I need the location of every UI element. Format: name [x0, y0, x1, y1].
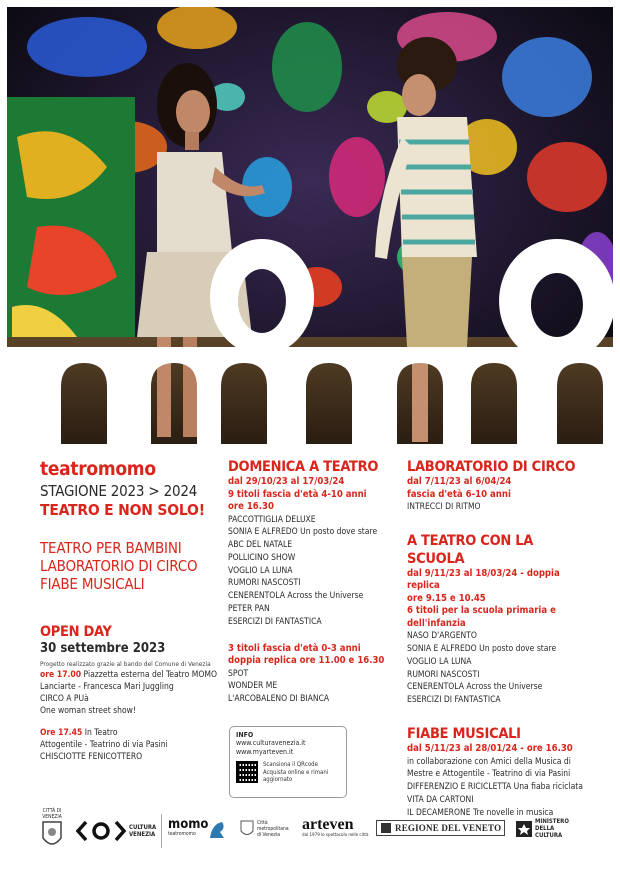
info-url-link[interactable]: www.myarteven.it	[236, 748, 294, 756]
fiabe-line: IL DECAMERONE Tre novelle in musica	[407, 807, 554, 818]
show-item: PACCOTTIGLIA DELUXE	[228, 514, 316, 525]
lion-icon	[208, 820, 226, 840]
category-item: FIABE MUSICALI	[40, 575, 145, 593]
show-item: RUMORI NASCOSTI	[228, 578, 301, 589]
logo-citta-metropolitana: Città metropolitana di Venezia	[240, 820, 293, 838]
qr-caption: Scansiona il QRcode Acquista online e rimani aggiornato	[263, 761, 329, 783]
scuola-info: 6 titoli per la scuola primaria e	[407, 605, 556, 617]
cultura-mark-icon	[76, 820, 126, 842]
ministero-star-icon	[516, 821, 532, 837]
column-intro	[40, 458, 225, 763]
fiabe-section	[407, 725, 587, 819]
show-item: NASO D'ARGENTO	[407, 631, 477, 642]
circo-age: fascia d'età 6-10 anni	[407, 488, 511, 500]
scuola-title: A TEATRO CON LA SCUOLA	[407, 532, 534, 567]
sponsor-logo-row	[38, 808, 588, 852]
fiabe-line: in collaborazione con Amici della Musica di	[407, 756, 571, 767]
domenica-show-list	[228, 514, 398, 629]
logo-cultura-venezia: CULTURA VENEZIA	[76, 820, 157, 842]
open-day-date: 30 settembre 2023	[40, 641, 166, 656]
show-item: PETER PAN	[228, 604, 270, 615]
show-item: RUMORI NASCOSTI	[407, 669, 480, 680]
open-day-location: In Teatro	[84, 728, 118, 738]
logo-teatromomo: momo teatromomo	[168, 817, 209, 837]
hero-photo	[7, 7, 613, 444]
metro-crest-icon	[240, 820, 254, 838]
fiabe-title: FIABE MUSICALI	[407, 726, 521, 743]
venice-crest-icon	[41, 820, 63, 850]
show-item: ESERCIZI DI FANTASTICA	[407, 695, 501, 706]
open-day-line: CHISCIOTTE FENICOTTERO	[40, 752, 143, 762]
show-item: SPOT	[228, 668, 249, 679]
domenica-replica: doppia replica ore 11.00 e 16.30	[228, 655, 385, 667]
open-day-line: Attogentile - Teatrino di via Pasini	[40, 740, 168, 750]
column-right	[407, 458, 587, 820]
show-item: CENERENTOLA Across the Universe	[407, 682, 543, 693]
show-item: ESERCIZI DI FANTASTICA	[228, 616, 322, 627]
show-item: WONDER ME	[228, 681, 278, 692]
scuola-dates: dal 9/11/23 al 18/03/24 - doppia replica	[407, 567, 560, 592]
open-day-line: CIRCO A PUà	[40, 694, 89, 704]
category-item: TEATRO PER BAMBINI	[40, 539, 182, 557]
open-day-line	[40, 669, 225, 681]
open-day-location: Piazzetta esterna del Teatro MOMO	[83, 670, 217, 680]
scuola-show-list	[407, 630, 587, 707]
domenica-time: ore 16.30	[228, 501, 274, 512]
show-item: CENERENTOLA Across the Universe	[228, 591, 364, 602]
logo-ministero-cultura: MINISTERO DELLA CULTURA	[516, 818, 581, 839]
column-domenica	[228, 458, 398, 706]
info-url-link[interactable]: www.culturavenezia.it	[236, 739, 306, 747]
scuola-time: ore 9.15 e 10.45	[407, 592, 486, 604]
domenica-dates: dal 29/10/23 al 17/03/24	[228, 476, 345, 487]
fiabe-line: VITA DA CARTONI	[407, 794, 474, 805]
fiabe-dates: dal 5/11/23 al 28/01/24 - ore 16.30	[407, 743, 573, 755]
show-item: POLLICINO SHOW	[228, 552, 296, 563]
info-label: INFO	[236, 731, 254, 739]
hero-stage-svg	[7, 7, 613, 444]
open-day-note: Progetto realizzato grazie al bando del Comune di Venezia	[40, 660, 211, 668]
domenica-info-small: 3 titoli fascia d'età 0-3 anni	[228, 642, 361, 654]
show-item: INTRECCI DI RITMO	[407, 502, 481, 512]
fiabe-line: Mestre e Attogentile - Teatrino di via Pasini	[407, 769, 571, 780]
season-label: STAGIONE 2023 > 2024	[40, 482, 198, 500]
logo-citta-venezia: CITTÀ DI VENEZIA	[38, 808, 66, 850]
fiabe-line: DIFFERENZIO E RICICLETTA Una fiaba riciclata	[407, 782, 583, 793]
domenica-info: 9 titoli fascia d'età 4-10 anni	[228, 488, 367, 500]
qr-code[interactable]	[236, 761, 258, 783]
category-item: LABORATORIO DI CIRCO	[40, 557, 198, 575]
circo-dates: dal 7/11/23 al 6/04/24	[407, 476, 512, 487]
logo-divider	[161, 814, 162, 848]
open-day-time: ore 17.00	[40, 670, 82, 680]
show-item: SONIA E ALFREDO Un posto dove stare	[228, 527, 378, 538]
show-item: SONIA E ALFREDO Un posto dove stare	[407, 644, 557, 655]
category-list	[40, 539, 225, 593]
tagline: TEATRO E NON SOLO!	[40, 501, 205, 519]
logo-arteven: arteven dal 1979 lo spettacolo nelle città	[302, 816, 369, 838]
open-day-line: Lanciarte - Francesca Mari Juggling	[40, 682, 174, 692]
circo-title: LABORATORIO DI CIRCO	[407, 459, 576, 475]
scuola-info: dell'infanzia	[407, 617, 466, 629]
regione-lion-icon	[380, 822, 392, 834]
open-day-title: OPEN DAY	[40, 624, 112, 640]
show-item: VOGLIO LA LUNA	[407, 656, 472, 667]
domenica-show-list-small	[228, 668, 398, 706]
domenica-title: DOMENICA A TEATRO	[228, 459, 379, 475]
show-item: L'ARCOBALENO DI BIANCA	[228, 694, 330, 705]
scuola-section	[407, 532, 587, 707]
logo-regione-veneto: REGIONE DEL VENETO	[376, 820, 505, 836]
open-day-time: Ore 17.45	[40, 728, 83, 738]
brand-title: teatromomo	[40, 458, 156, 480]
open-day-line	[40, 727, 225, 739]
open-day-section	[40, 623, 225, 763]
show-item: VOGLIO LA LUNA	[228, 565, 293, 576]
show-item: ABC DEL NATALE	[228, 540, 293, 551]
info-box	[229, 726, 347, 798]
open-day-line: One woman street show!	[40, 706, 136, 716]
